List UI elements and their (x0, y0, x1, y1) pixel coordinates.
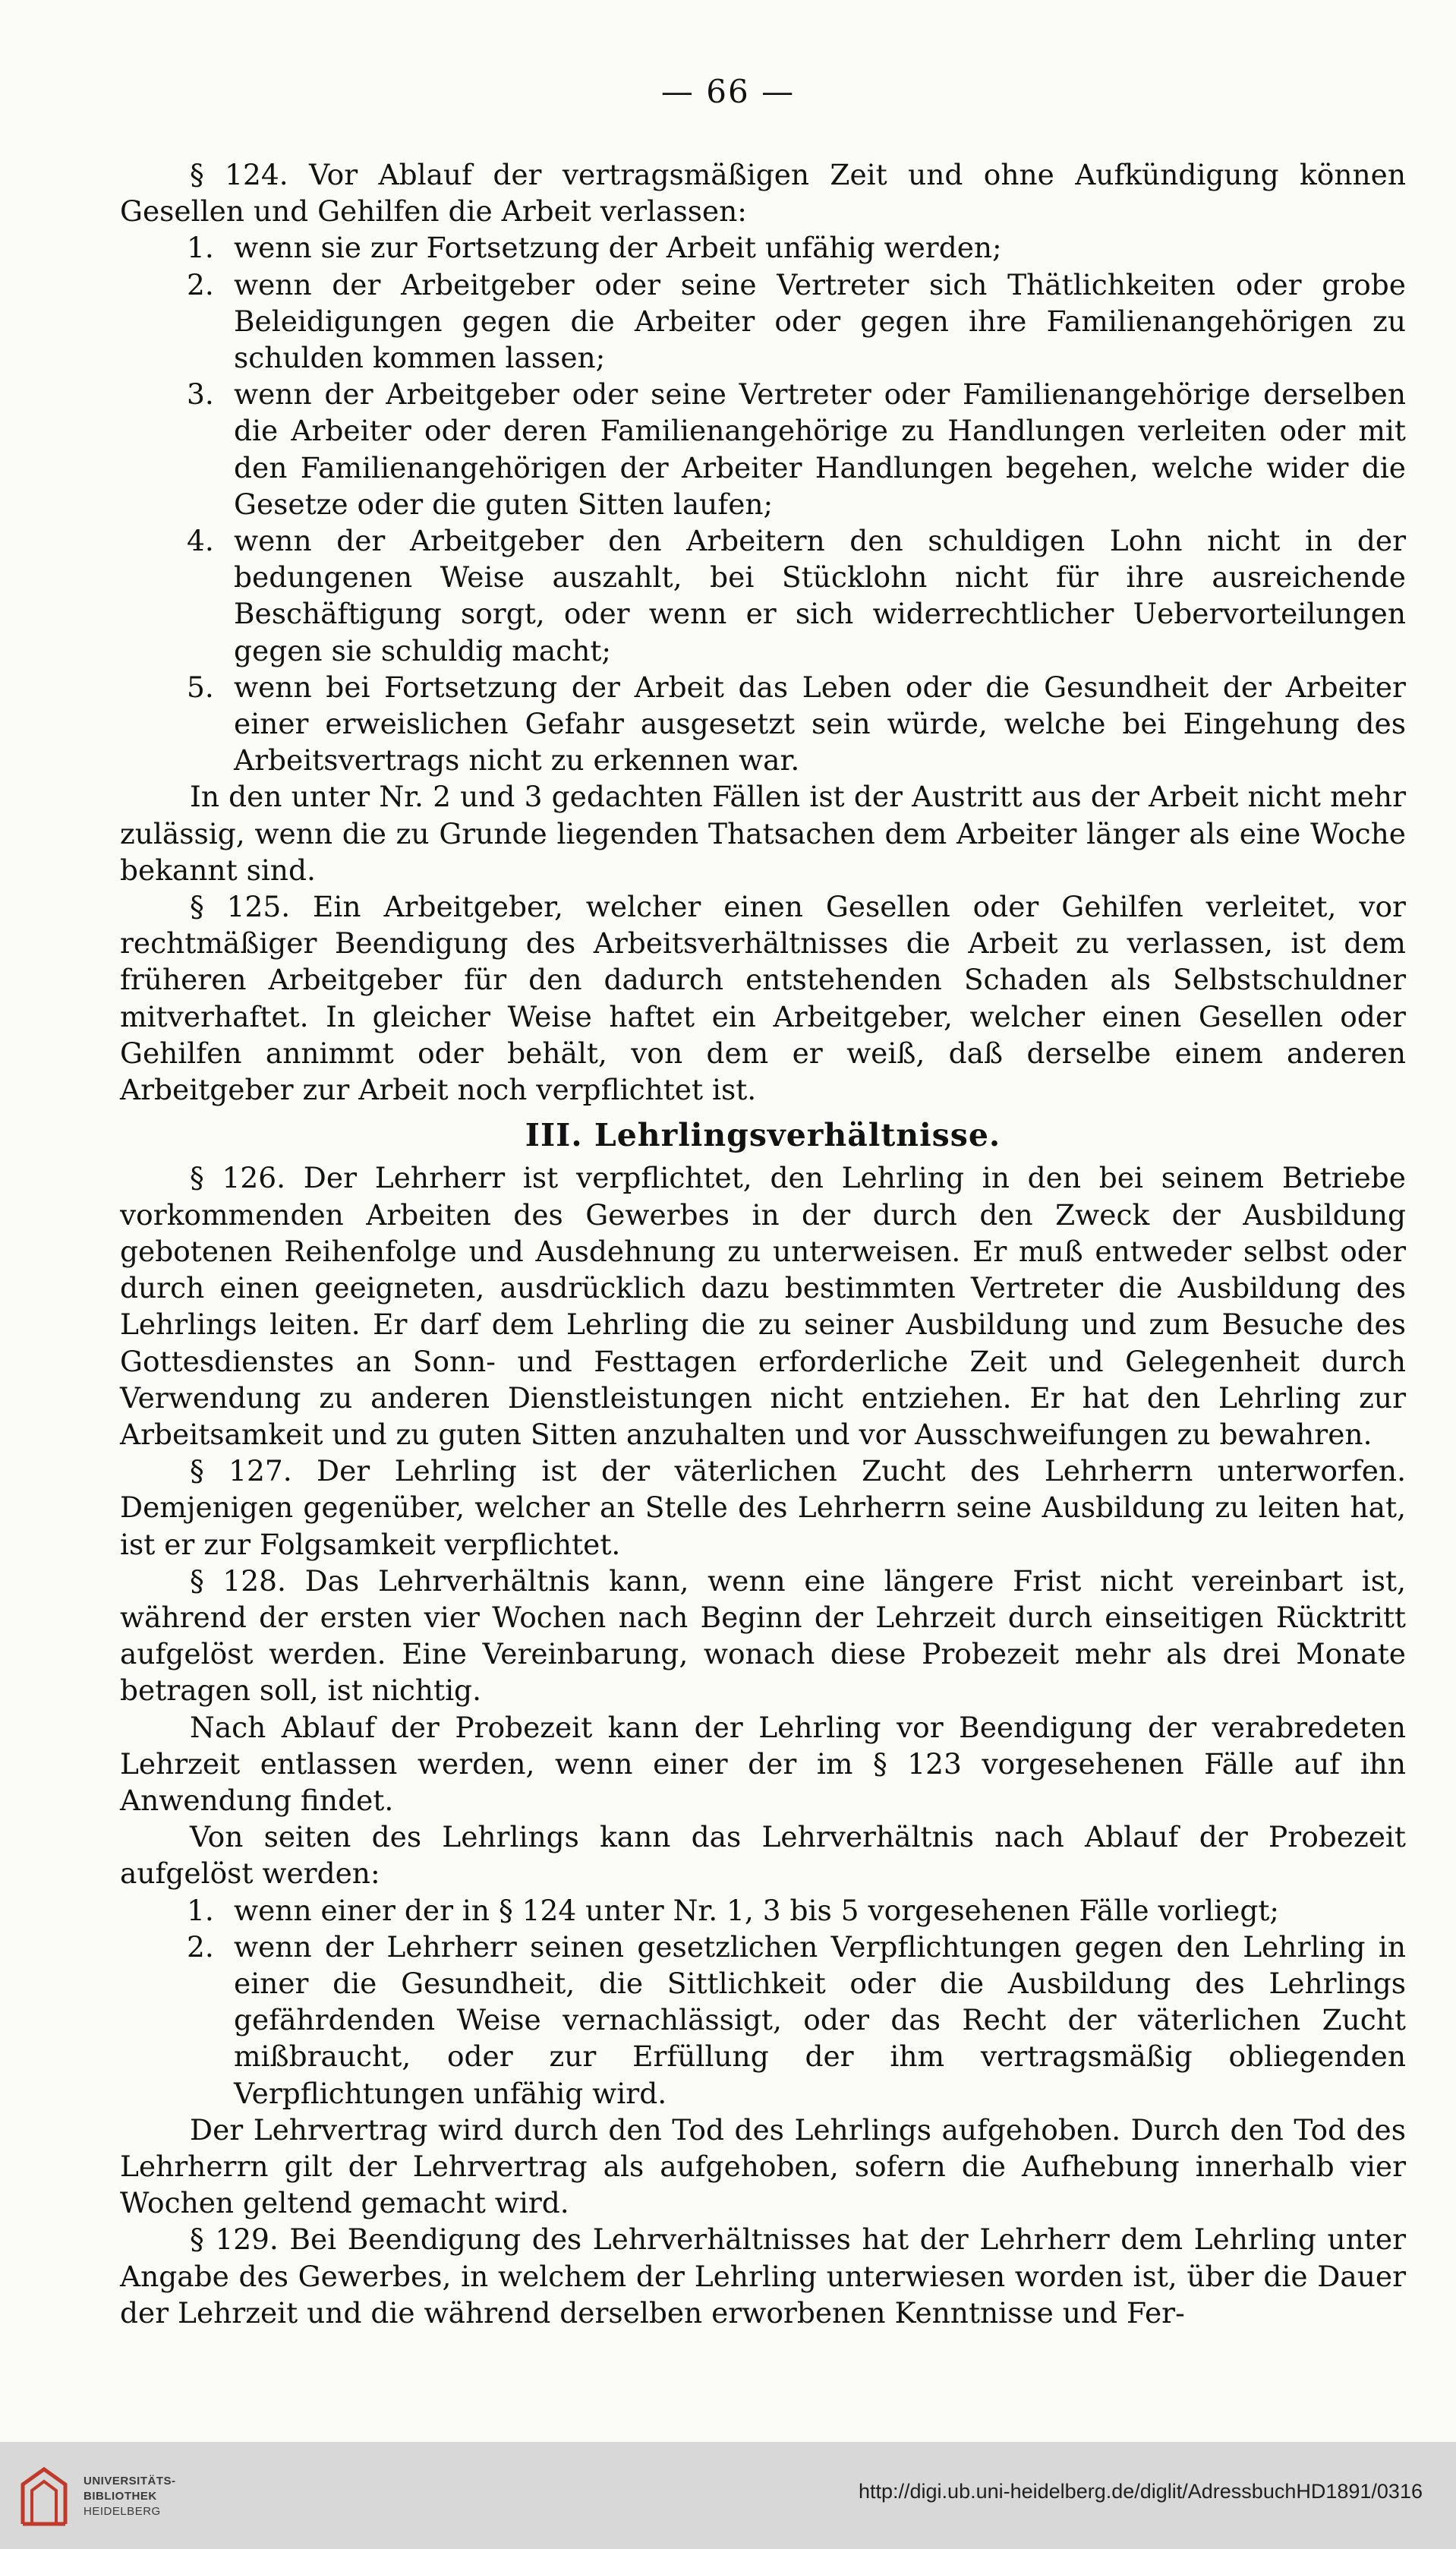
paragraph: Der Lehrvertrag wird durch den Tod des Lehrlings aufgehoben. Durch den Tod des Lehrherrn gilt der Lehrvertrag als aufgehoben, sofern die Aufhebung innerhalb vier Wochen geltend gemacht wird. (120, 2112, 1406, 2220)
list-item-text: wenn der Lehrherr seinen gesetzlichen Verpflichtungen gegen den Lehrling in einer die Gesundheit, die Sittlichkeit oder die Ausbildung des Lehrlings gefährdenden Weise vernachlässigt, oder das Recht der väterlichen Zucht mißbraucht, oder zur Erfüllung der ihm vertragsmäßig obliegenden Verpflichtungen unfähig wird. (234, 1929, 1406, 2110)
list-item (120, 1892, 1406, 1929)
numbered-list (120, 229, 1406, 778)
footer-bar (0, 2442, 1456, 2549)
list-item-text: wenn bei Fortsetzung der Arbeit das Leben oder die Gesundheit der Arbeiter einer erweislichen Gefahr ausgesetzt sein würde, welche bei Eingehung des Arbeitsvertrags nicht zu erkennen war. (234, 670, 1406, 778)
list-item-number: 2. (187, 267, 214, 301)
list-item-number: 3. (187, 377, 214, 412)
paragraph: § 128. Das Lehrverhältnis kann, wenn eine längere Frist nicht vereinbart ist, während der ersten vier Wochen nach Beginn der Lehrzeit durch einseitigen Rücktritt aufgelöst werden. Eine Vereinbarung, wonach diese Probezeit mehr als drei Monate betragen soll, ist nichtig. (120, 1563, 1406, 1708)
list-item (120, 669, 1406, 779)
source-url-link[interactable]: http://digi.ub.uni-heidelberg.de/diglit/AdressbuchHD1891/0316 (858, 2480, 1423, 2503)
list-item-number: 1. (187, 1893, 214, 1927)
list-item-number: 1. (187, 231, 214, 265)
library-name: UNIVERSITÄTS- BIBLIOTHEK HEIDELBERG (84, 2475, 176, 2518)
list-item (120, 267, 1406, 377)
list-item-text: wenn sie zur Fortsetzung der Arbeit unfähig werden; (234, 231, 1002, 265)
paragraph: § 127. Der Lehrling ist der väterlichen Zucht des Lehrherrn unterworfen. Demjenigen gegenüber, welcher an Stelle des Lehrherrn seine Ausbildung zu leiten hat, ist er zur Folgsamkeit verpflichtet. (120, 1454, 1406, 1561)
page-number: — 66 — (660, 73, 796, 110)
list-item-number: 2. (187, 1929, 214, 1964)
paragraph: Von seiten des Lehrlings kann das Lehrverhältnis nach Ablauf der Probezeit aufgelöst werden: (120, 1820, 1406, 1891)
numbered-list (120, 1892, 1406, 2112)
list-item (120, 229, 1406, 266)
list-item (120, 376, 1406, 522)
paragraph: § 129. Bei Beendigung des Lehrverhältnisses hat der Lehrherr dem Lehrling unter Angabe des Gewerbes, in welchem der Lehrling unterwiesen worden ist, über die Dauer der Lehrzeit und die während derselben erworbenen Kenntnisse und Fer- (120, 2222, 1406, 2330)
paragraph: In den unter Nr. 2 und 3 gedachten Fällen ist der Austritt aus der Arbeit nicht mehr zulässig, wenn die zu Grunde liegenden Thatsachen dem Arbeiter länger als eine Woche bekannt sind. (120, 780, 1406, 887)
list-item-text: wenn einer der in § 124 unter Nr. 1, 3 bis 5 vorgesehenen Fälle vorliegt; (234, 1893, 1280, 1927)
list-item-text: wenn der Arbeitgeber oder seine Vertreter sich Thätlichkeiten oder grobe Beleidigungen gegen die Arbeiter oder gegen ihre Familienangehörigen zu schulden kommen lassen; (234, 267, 1406, 375)
page-body-text (120, 156, 1406, 2331)
paragraph: Nach Ablauf der Probezeit kann der Lehrling vor Beendigung der verabredeten Lehrzeit entlassen werden, wenn einer der im § 123 vorgesehenen Fälle auf ihn Anwendung findet. (120, 1710, 1406, 1817)
library-emblem-icon (15, 2463, 73, 2532)
list-item (120, 1929, 1406, 2112)
list-item-text: wenn der Arbeitgeber oder seine Vertreter oder Familienangehörige derselben die Arbeiter oder deren Familienangehörige zu Handlungen verleiten oder mit den Familienangehörigen der Arbeiter Handlungen begehen, welche wider die Gesetze oder die guten Sitten laufen; (234, 377, 1406, 521)
paragraph: § 125. Ein Arbeitgeber, welcher einen Gesellen oder Gehilfen verleitet, vor rechtmäßiger Beendigung des Arbeitsverhältnisses die Arbeit zu verlassen, ist dem früheren Arbeitgeber für den dadurch entstehenden Schaden als Selbstschuldner mitverhaftet. In gleicher Weise haftet ein Arbeitgeber, welcher einen Gesellen oder Gehilfen annimmt oder behält, von dem er weiß, daß derselbe einem anderen Arbeitgeber zur Arbeit noch verpflichtet ist. (120, 890, 1406, 1107)
list-item-number: 5. (187, 670, 214, 704)
library-logo[interactable] (15, 2463, 258, 2532)
list-item-number: 4. (187, 524, 214, 558)
section-heading: III. Lehrlingsverhältnisse. (525, 1117, 1001, 1154)
paragraph: § 126. Der Lehrherr ist verpflichtet, den Lehrling in den bei seinem Betriebe vorkommenden Arbeiten des Gewerbes in der durch den Zweck der Ausbildung gebotenen Reihenfolge und Ausdehnung zu unterweisen. Er muß entweder selbst oder durch einen geeigneten, ausdrücklich dazu bestimmten Vertreter die Ausbildung des Lehrlings leiten. Er darf dem Lehrling die zu seiner Ausbildung und zum Besuche des Gottesdienstes an Sonn- und Festtagen erforderliche Zeit und Gelegenheit durch Verwendung zu anderen Dienstleistungen nicht entziehen. Er hat den Lehrling zur Arbeitsamkeit und zu guten Sitten anzuhalten und vor Ausschweifungen zu bewahren. (120, 1161, 1406, 1451)
list-item (120, 522, 1406, 669)
list-item-text: wenn der Arbeitgeber den Arbeitern den schuldigen Lohn nicht in der bedungenen Weise auszahlt, bei Stücklohn nicht für ihre ausreichende Beschäftigung sorgt, oder wenn er sich widerrechtlicher Uebervorteilungen gegen sie schuldig macht; (234, 524, 1406, 667)
paragraph: § 124. Vor Ablauf der vertragsmäßigen Zeit und ohne Aufkündigung können Gesellen und Gehilfen die Arbeit verlassen: (120, 158, 1406, 229)
